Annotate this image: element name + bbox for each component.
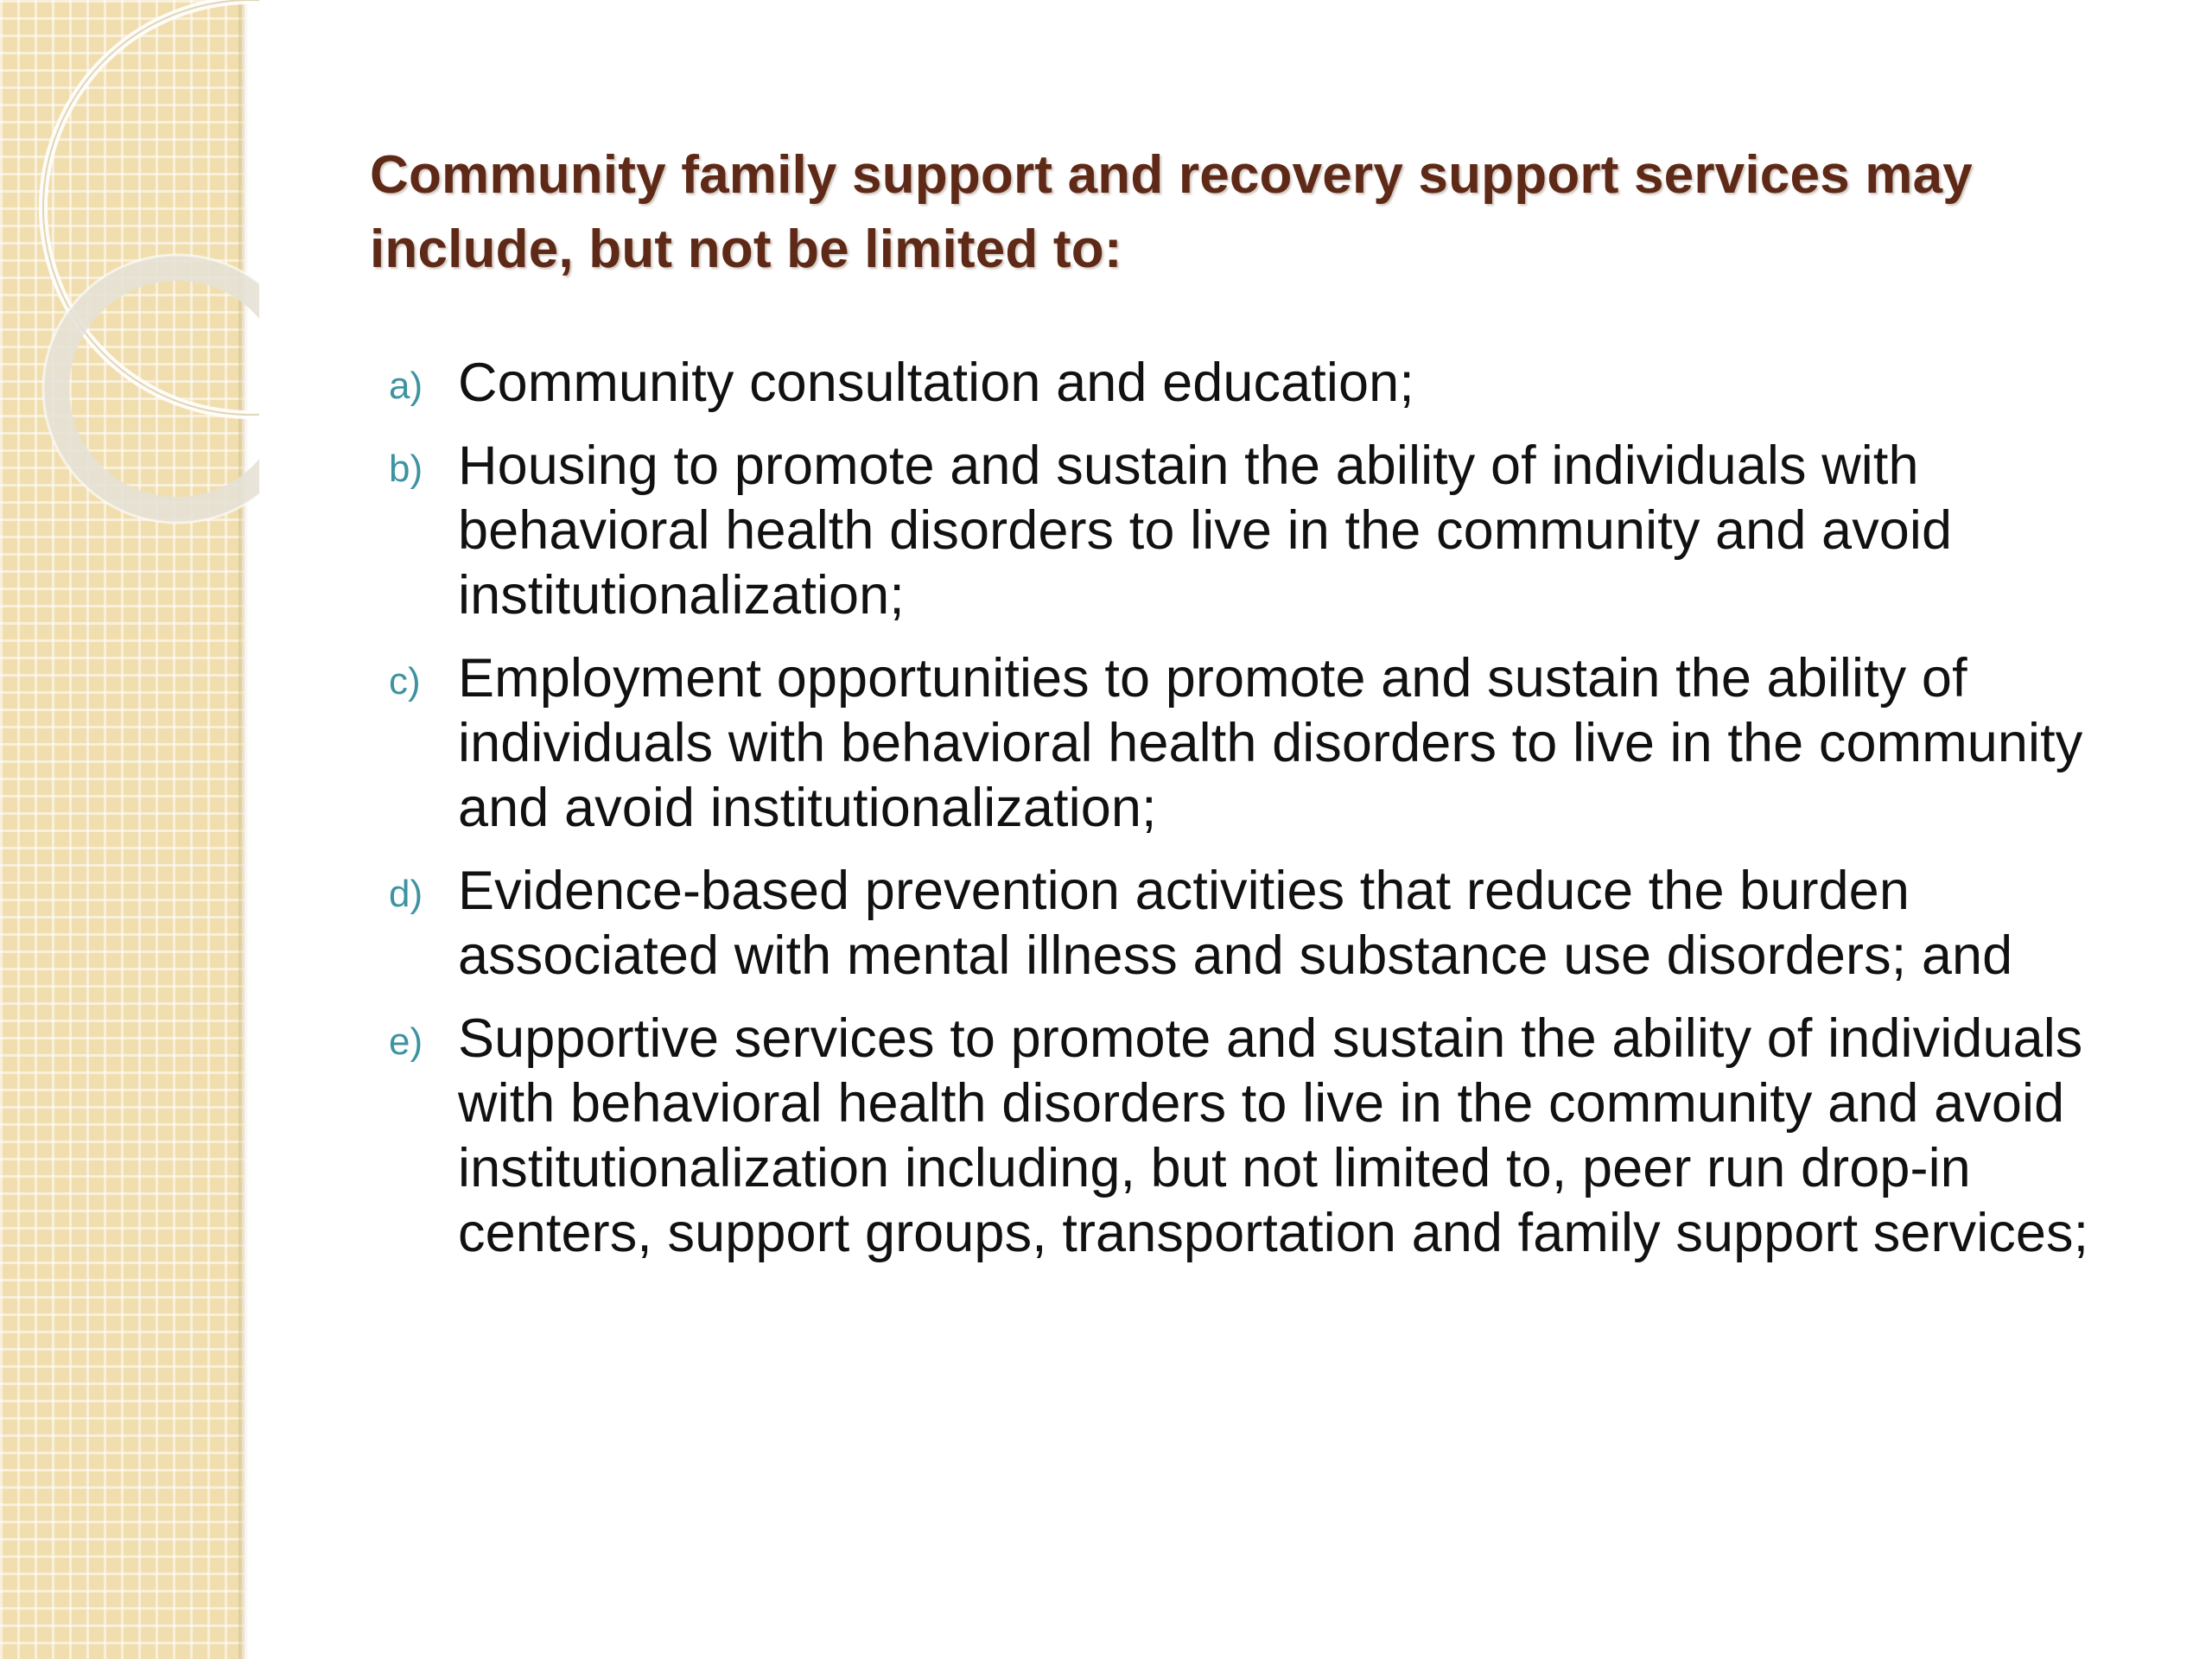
- list-item-text: Employment opportunities to promote and sustain the ability of individuals with behavioral health disorders to live in the community and avoid institutionalization;: [458, 648, 2083, 838]
- list-item-marker: b): [389, 448, 423, 490]
- list-item: [380, 1007, 2177, 1266]
- list-item-text: Supportive services to promote and sustain the ability of individuals with behavioral health disorders to live in the community and avoid institutionalization including, but not limited to, peer run drop-in centers, support groups, transportation and family support services;: [458, 1008, 2089, 1263]
- service-list: [380, 351, 2177, 1284]
- list-item: [380, 646, 2177, 841]
- list-item-marker: a): [389, 365, 423, 407]
- list-item: [380, 859, 2177, 988]
- list-item: [380, 351, 2177, 416]
- list-item-marker: d): [389, 873, 423, 915]
- list-item-text: Community consultation and education;: [458, 353, 1414, 413]
- slide-title: Community family support and recovery support services may include, but not be limited to:: [370, 145, 1973, 279]
- list-item-marker: c): [389, 660, 421, 702]
- list-item-text: Evidence-based prevention activities that reduce the burden associated with mental illness and substance use disorders; and: [458, 861, 2013, 986]
- list-item: [380, 434, 2177, 628]
- list-item-marker: e): [389, 1020, 423, 1063]
- decorative-rings-icon: [0, 0, 259, 553]
- list-item-text: Housing to promote and sustain the ability of individuals with behavioral health disorders to live in the community and avoid institutionalization;: [458, 435, 1953, 626]
